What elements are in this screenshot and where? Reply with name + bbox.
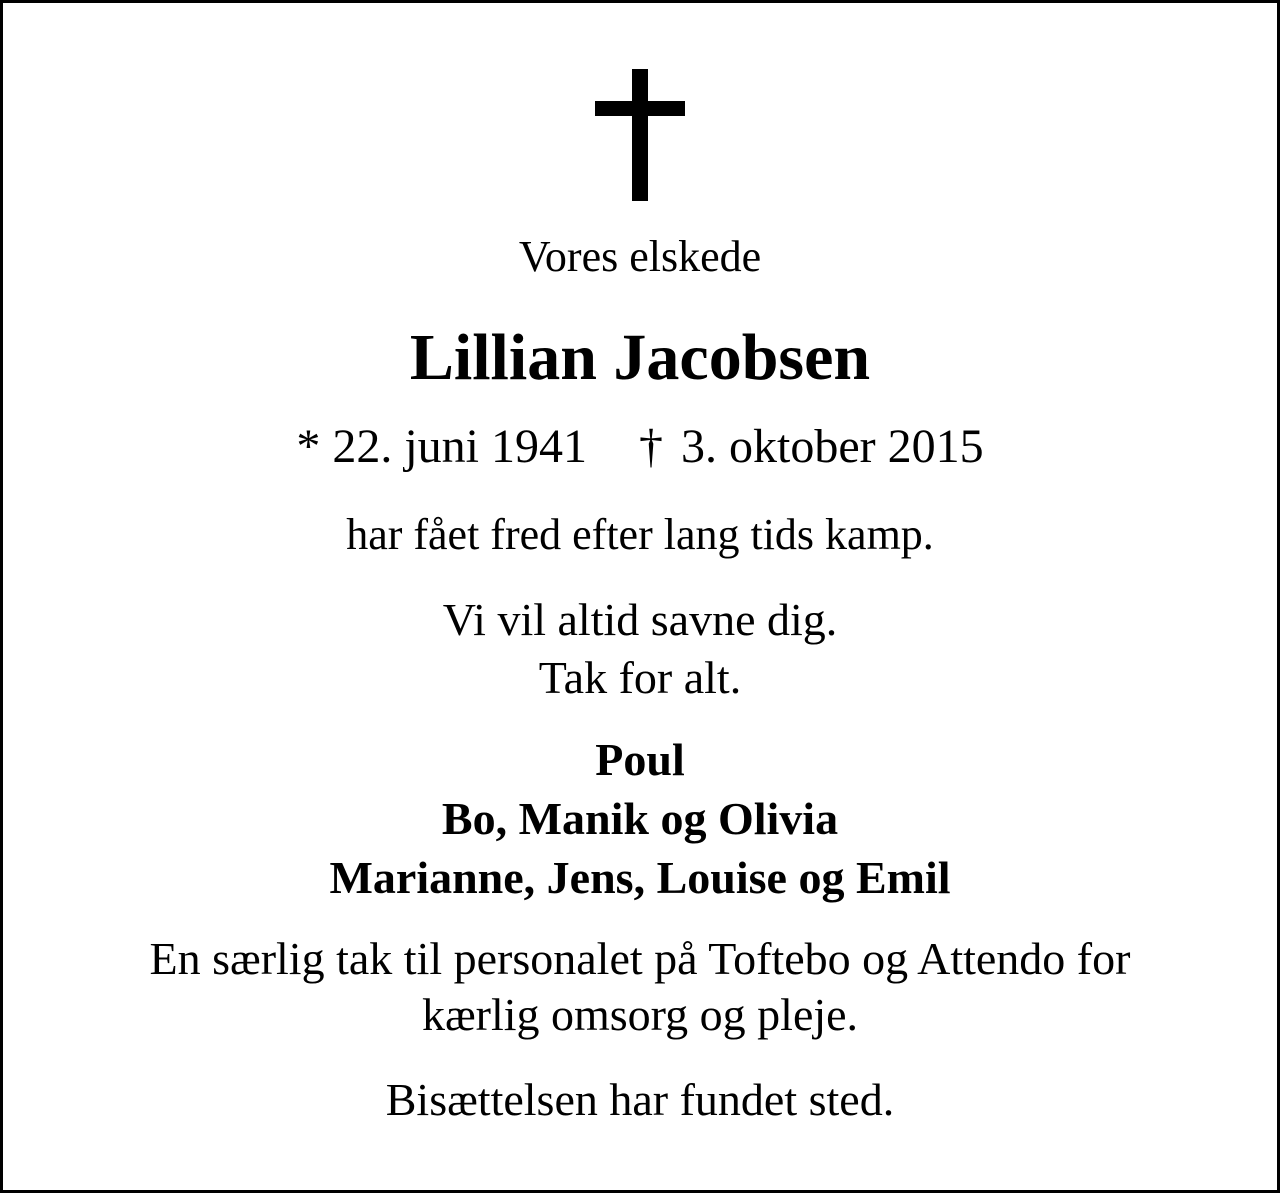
family-names bbox=[3, 730, 1277, 907]
farewell-line: Vi vil altid savne dig. bbox=[442, 594, 838, 645]
birth-date: * 22. juni 1941 bbox=[296, 420, 588, 473]
farewell-line: Tak for alt. bbox=[538, 652, 742, 703]
life-dates bbox=[3, 419, 1277, 475]
rest-text: har fået fred efter lang tids kamp. bbox=[346, 510, 934, 559]
thanks-line: kærlig omsorg og pleje. bbox=[421, 989, 859, 1040]
thanks-line: En særlig tak til personalet på Toftebo og Attendo for bbox=[149, 933, 1131, 984]
family-line: Bo, Manik og Olivia bbox=[441, 793, 839, 844]
dagger-icon: † bbox=[639, 420, 664, 473]
death-date: 3. oktober 2015 bbox=[681, 420, 984, 473]
cross-icon bbox=[595, 69, 685, 201]
family-line: Marianne, Jens, Louise og Emil bbox=[329, 852, 951, 903]
funeral-text: Bisættelsen har fundet sted. bbox=[385, 1074, 895, 1125]
family-line: Poul bbox=[595, 734, 685, 785]
intro-text: Vores elskede bbox=[518, 232, 762, 281]
thanks-text bbox=[3, 931, 1277, 1043]
farewell-text bbox=[3, 591, 1277, 707]
deceased-name: Lillian Jacobsen bbox=[409, 321, 871, 394]
